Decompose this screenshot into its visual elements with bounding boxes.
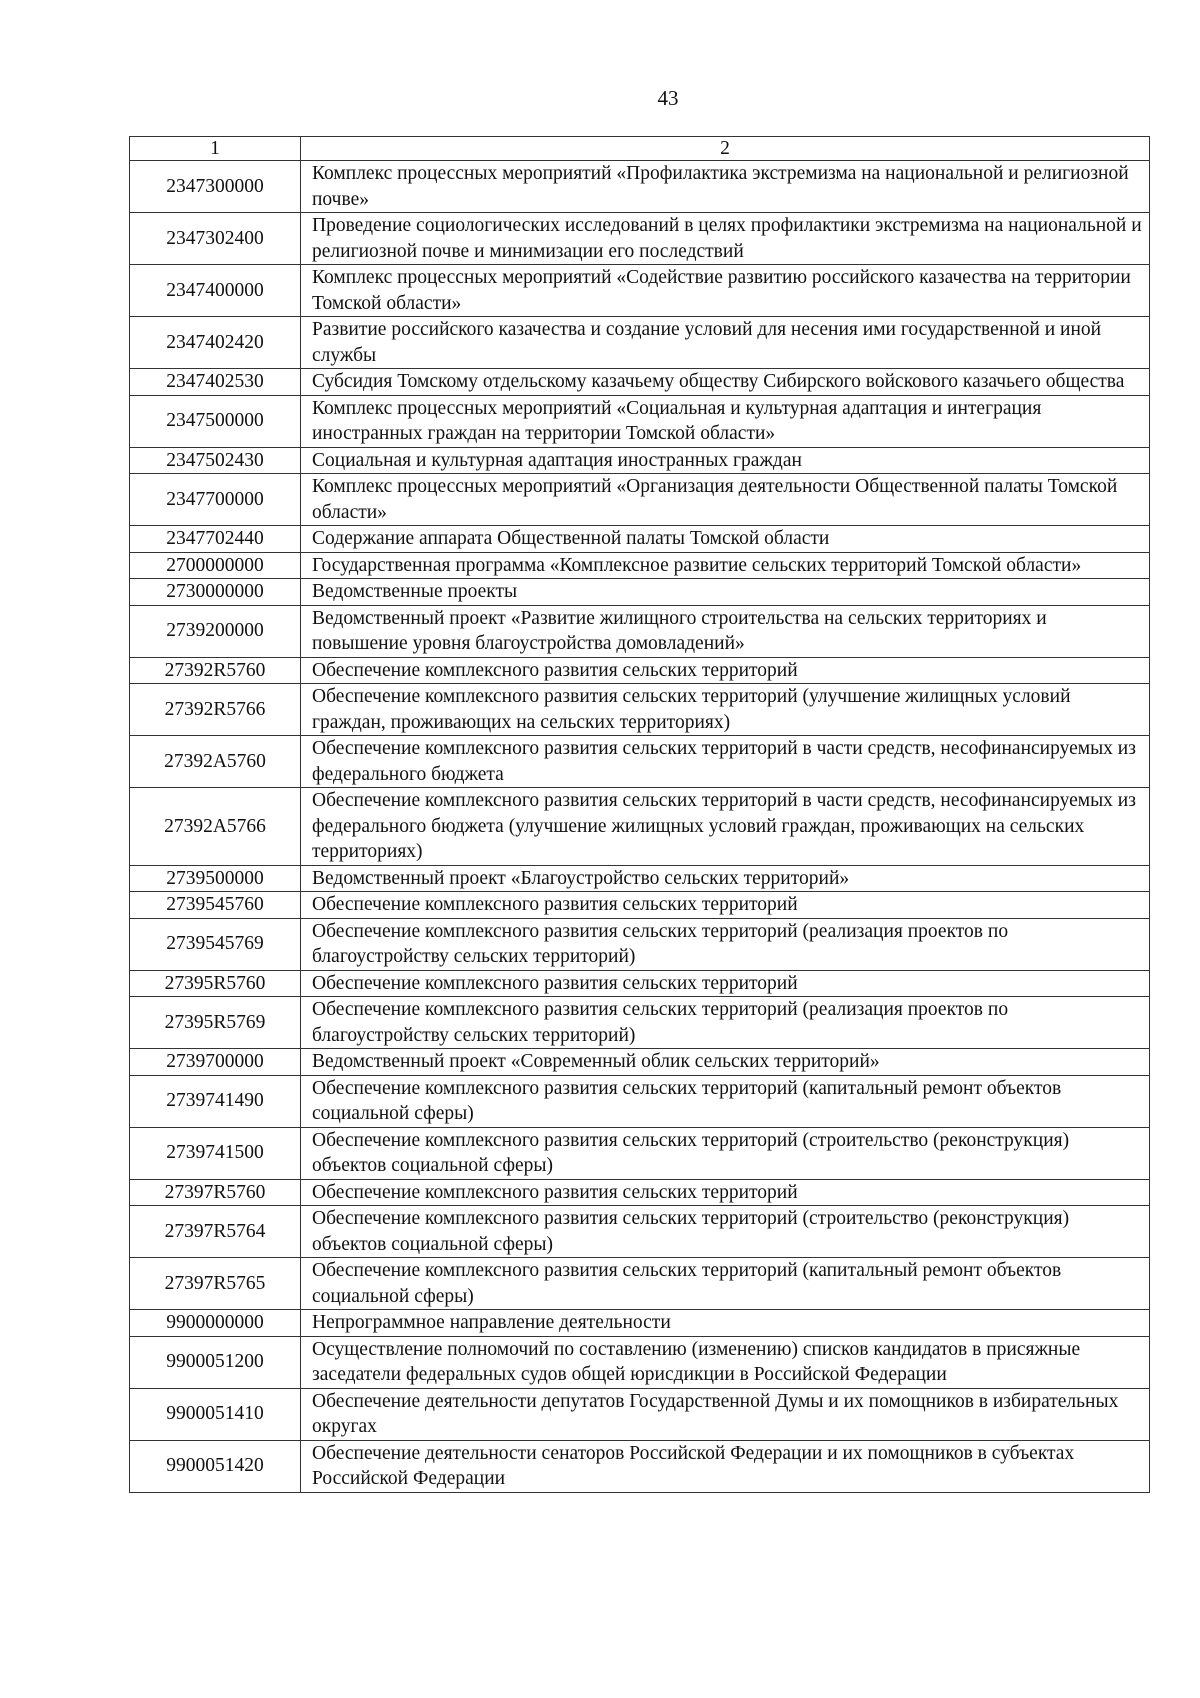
row-code: 2347702440	[130, 526, 301, 553]
table-row	[130, 788, 1150, 866]
row-code: 27395R5760	[130, 970, 301, 997]
row-description: Обеспечение комплексного развития сельских территорий	[301, 892, 1150, 919]
table-row	[130, 265, 1150, 317]
row-code: 2739741500	[130, 1127, 301, 1179]
table-row	[130, 526, 1150, 553]
row-description: Социальная и культурная адаптация иностранных граждан	[301, 447, 1150, 474]
row-description: Обеспечение комплексного развития сельских территорий	[301, 1179, 1150, 1206]
table-row	[130, 1206, 1150, 1258]
row-code: 27395R5769	[130, 997, 301, 1049]
row-description: Обеспечение комплексного развития сельских территорий (капитальный ремонт объектов социальной сферы)	[301, 1075, 1150, 1127]
row-code: 27392A5766	[130, 788, 301, 866]
table-row	[130, 892, 1150, 919]
row-description: Комплекс процессных мероприятий «Социальная и культурная адаптация и интеграция иностранных граждан на территории Томской области»	[301, 395, 1150, 447]
table-row	[130, 317, 1150, 369]
table-row	[130, 1179, 1150, 1206]
row-description: Обеспечение комплексного развития сельских территорий (реализация проектов по благоустройству сельских территорий)	[301, 997, 1150, 1049]
column-header-1: 1	[130, 137, 301, 161]
row-code: 2739500000	[130, 865, 301, 892]
budget-code-table	[129, 136, 1150, 1493]
table-row	[130, 1440, 1150, 1492]
row-code: 2347502430	[130, 447, 301, 474]
row-code: 2739200000	[130, 605, 301, 657]
row-code: 9900051410	[130, 1388, 301, 1440]
row-code: 27397R5765	[130, 1258, 301, 1310]
table-row	[130, 1075, 1150, 1127]
table-row	[130, 1127, 1150, 1179]
row-code: 27392R5766	[130, 684, 301, 736]
row-code: 2347402530	[130, 369, 301, 396]
row-description: Обеспечение комплексного развития сельских территорий (реализация проектов по благоустройству сельских территорий)	[301, 918, 1150, 970]
row-description: Комплекс процессных мероприятий «Профилактика экстремизма на национальной и религиозной почве»	[301, 161, 1150, 213]
row-description: Комплекс процессных мероприятий «Организация деятельности Общественной палаты Томской области»	[301, 474, 1150, 526]
table-row	[130, 447, 1150, 474]
row-code: 2739741490	[130, 1075, 301, 1127]
row-description: Содержание аппарата Общественной палаты Томской области	[301, 526, 1150, 553]
table-row	[130, 552, 1150, 579]
row-description: Ведомственные проекты	[301, 579, 1150, 606]
row-code: 27392A5760	[130, 736, 301, 788]
row-description: Субсидия Томскому отдельскому казачьему обществу Сибирского войскового казачьего общества	[301, 369, 1150, 396]
row-description: Ведомственный проект «Современный облик сельских территорий»	[301, 1049, 1150, 1076]
table-row	[130, 474, 1150, 526]
row-description: Обеспечение комплексного развития сельских территорий в части средств, несофинансируемых из федерального бюджета	[301, 736, 1150, 788]
table-row	[130, 684, 1150, 736]
table-row	[130, 1310, 1150, 1337]
row-code: 9900000000	[130, 1310, 301, 1337]
row-description: Обеспечение комплексного развития сельских территорий в части средств, несофинансируемых из федерального бюджета (улучшение жилищных условий граждан, проживающих на сельских территориях)	[301, 788, 1150, 866]
table-row	[130, 970, 1150, 997]
table-row	[130, 161, 1150, 213]
table-row	[130, 918, 1150, 970]
row-code: 9900051200	[130, 1336, 301, 1388]
table-row	[130, 579, 1150, 606]
row-description: Обеспечение деятельности депутатов Государственной Думы и их помощников в избирательных округах	[301, 1388, 1150, 1440]
row-code: 2347300000	[130, 161, 301, 213]
row-description: Непрограммное направление деятельности	[301, 1310, 1150, 1337]
row-description: Государственная программа «Комплексное развитие сельских территорий Томской области»	[301, 552, 1150, 579]
row-code: 2347402420	[130, 317, 301, 369]
row-description: Обеспечение комплексного развития сельских территорий (строительство (реконструкция) объектов социальной сферы)	[301, 1127, 1150, 1179]
row-code: 2347500000	[130, 395, 301, 447]
row-code: 9900051420	[130, 1440, 301, 1492]
row-code: 27397R5760	[130, 1179, 301, 1206]
row-description: Ведомственный проект «Развитие жилищного строительства на сельских территориях и повышение уровня благоустройства домовладений»	[301, 605, 1150, 657]
table-row	[130, 736, 1150, 788]
table-row	[130, 657, 1150, 684]
table-row	[130, 1049, 1150, 1076]
row-code: 2347302400	[130, 213, 301, 265]
table-row	[130, 1258, 1150, 1310]
row-code: 2347700000	[130, 474, 301, 526]
row-description: Обеспечение деятельности сенаторов Российской Федерации и их помощников в субъектах Российской Федерации	[301, 1440, 1150, 1492]
row-description: Обеспечение комплексного развития сельских территорий	[301, 657, 1150, 684]
table-row	[130, 213, 1150, 265]
row-description: Развитие российского казачества и создание условий для несения ими государственной и иной службы	[301, 317, 1150, 369]
row-description: Обеспечение комплексного развития сельских территорий (строительство (реконструкция) объектов социальной сферы)	[301, 1206, 1150, 1258]
table-row	[130, 1388, 1150, 1440]
table-row	[130, 865, 1150, 892]
page-number: 43	[657, 86, 679, 110]
row-code: 2347400000	[130, 265, 301, 317]
row-description: Комплекс процессных мероприятий «Содействие развитию российского казачества на территории Томской области»	[301, 265, 1150, 317]
row-code: 2739545760	[130, 892, 301, 919]
row-description: Ведомственный проект «Благоустройство сельских территорий»	[301, 865, 1150, 892]
row-code: 2700000000	[130, 552, 301, 579]
table-row	[130, 605, 1150, 657]
table-row	[130, 369, 1150, 396]
row-code: 2730000000	[130, 579, 301, 606]
row-description: Обеспечение комплексного развития сельских территорий (улучшение жилищных условий граждан, проживающих на сельских территориях)	[301, 684, 1150, 736]
row-description: Обеспечение комплексного развития сельских территорий	[301, 970, 1150, 997]
row-description: Обеспечение комплексного развития сельских территорий (капитальный ремонт объектов социальной сферы)	[301, 1258, 1150, 1310]
row-code: 2739545769	[130, 918, 301, 970]
row-code: 2739700000	[130, 1049, 301, 1076]
table-row	[130, 395, 1150, 447]
table-row	[130, 997, 1150, 1049]
table-row	[130, 1336, 1150, 1388]
row-code: 27392R5760	[130, 657, 301, 684]
table-header-row	[130, 137, 1150, 161]
row-description: Проведение социологических исследований в целях профилактики экстремизма на национальной и религиозной почве и минимизации его последствий	[301, 213, 1150, 265]
row-description: Осуществление полномочий по составлению (изменению) списков кандидатов в присяжные заседатели федеральных судов общей юрисдикции в Российской Федерации	[301, 1336, 1150, 1388]
row-code: 27397R5764	[130, 1206, 301, 1258]
column-header-2: 2	[301, 137, 1150, 161]
